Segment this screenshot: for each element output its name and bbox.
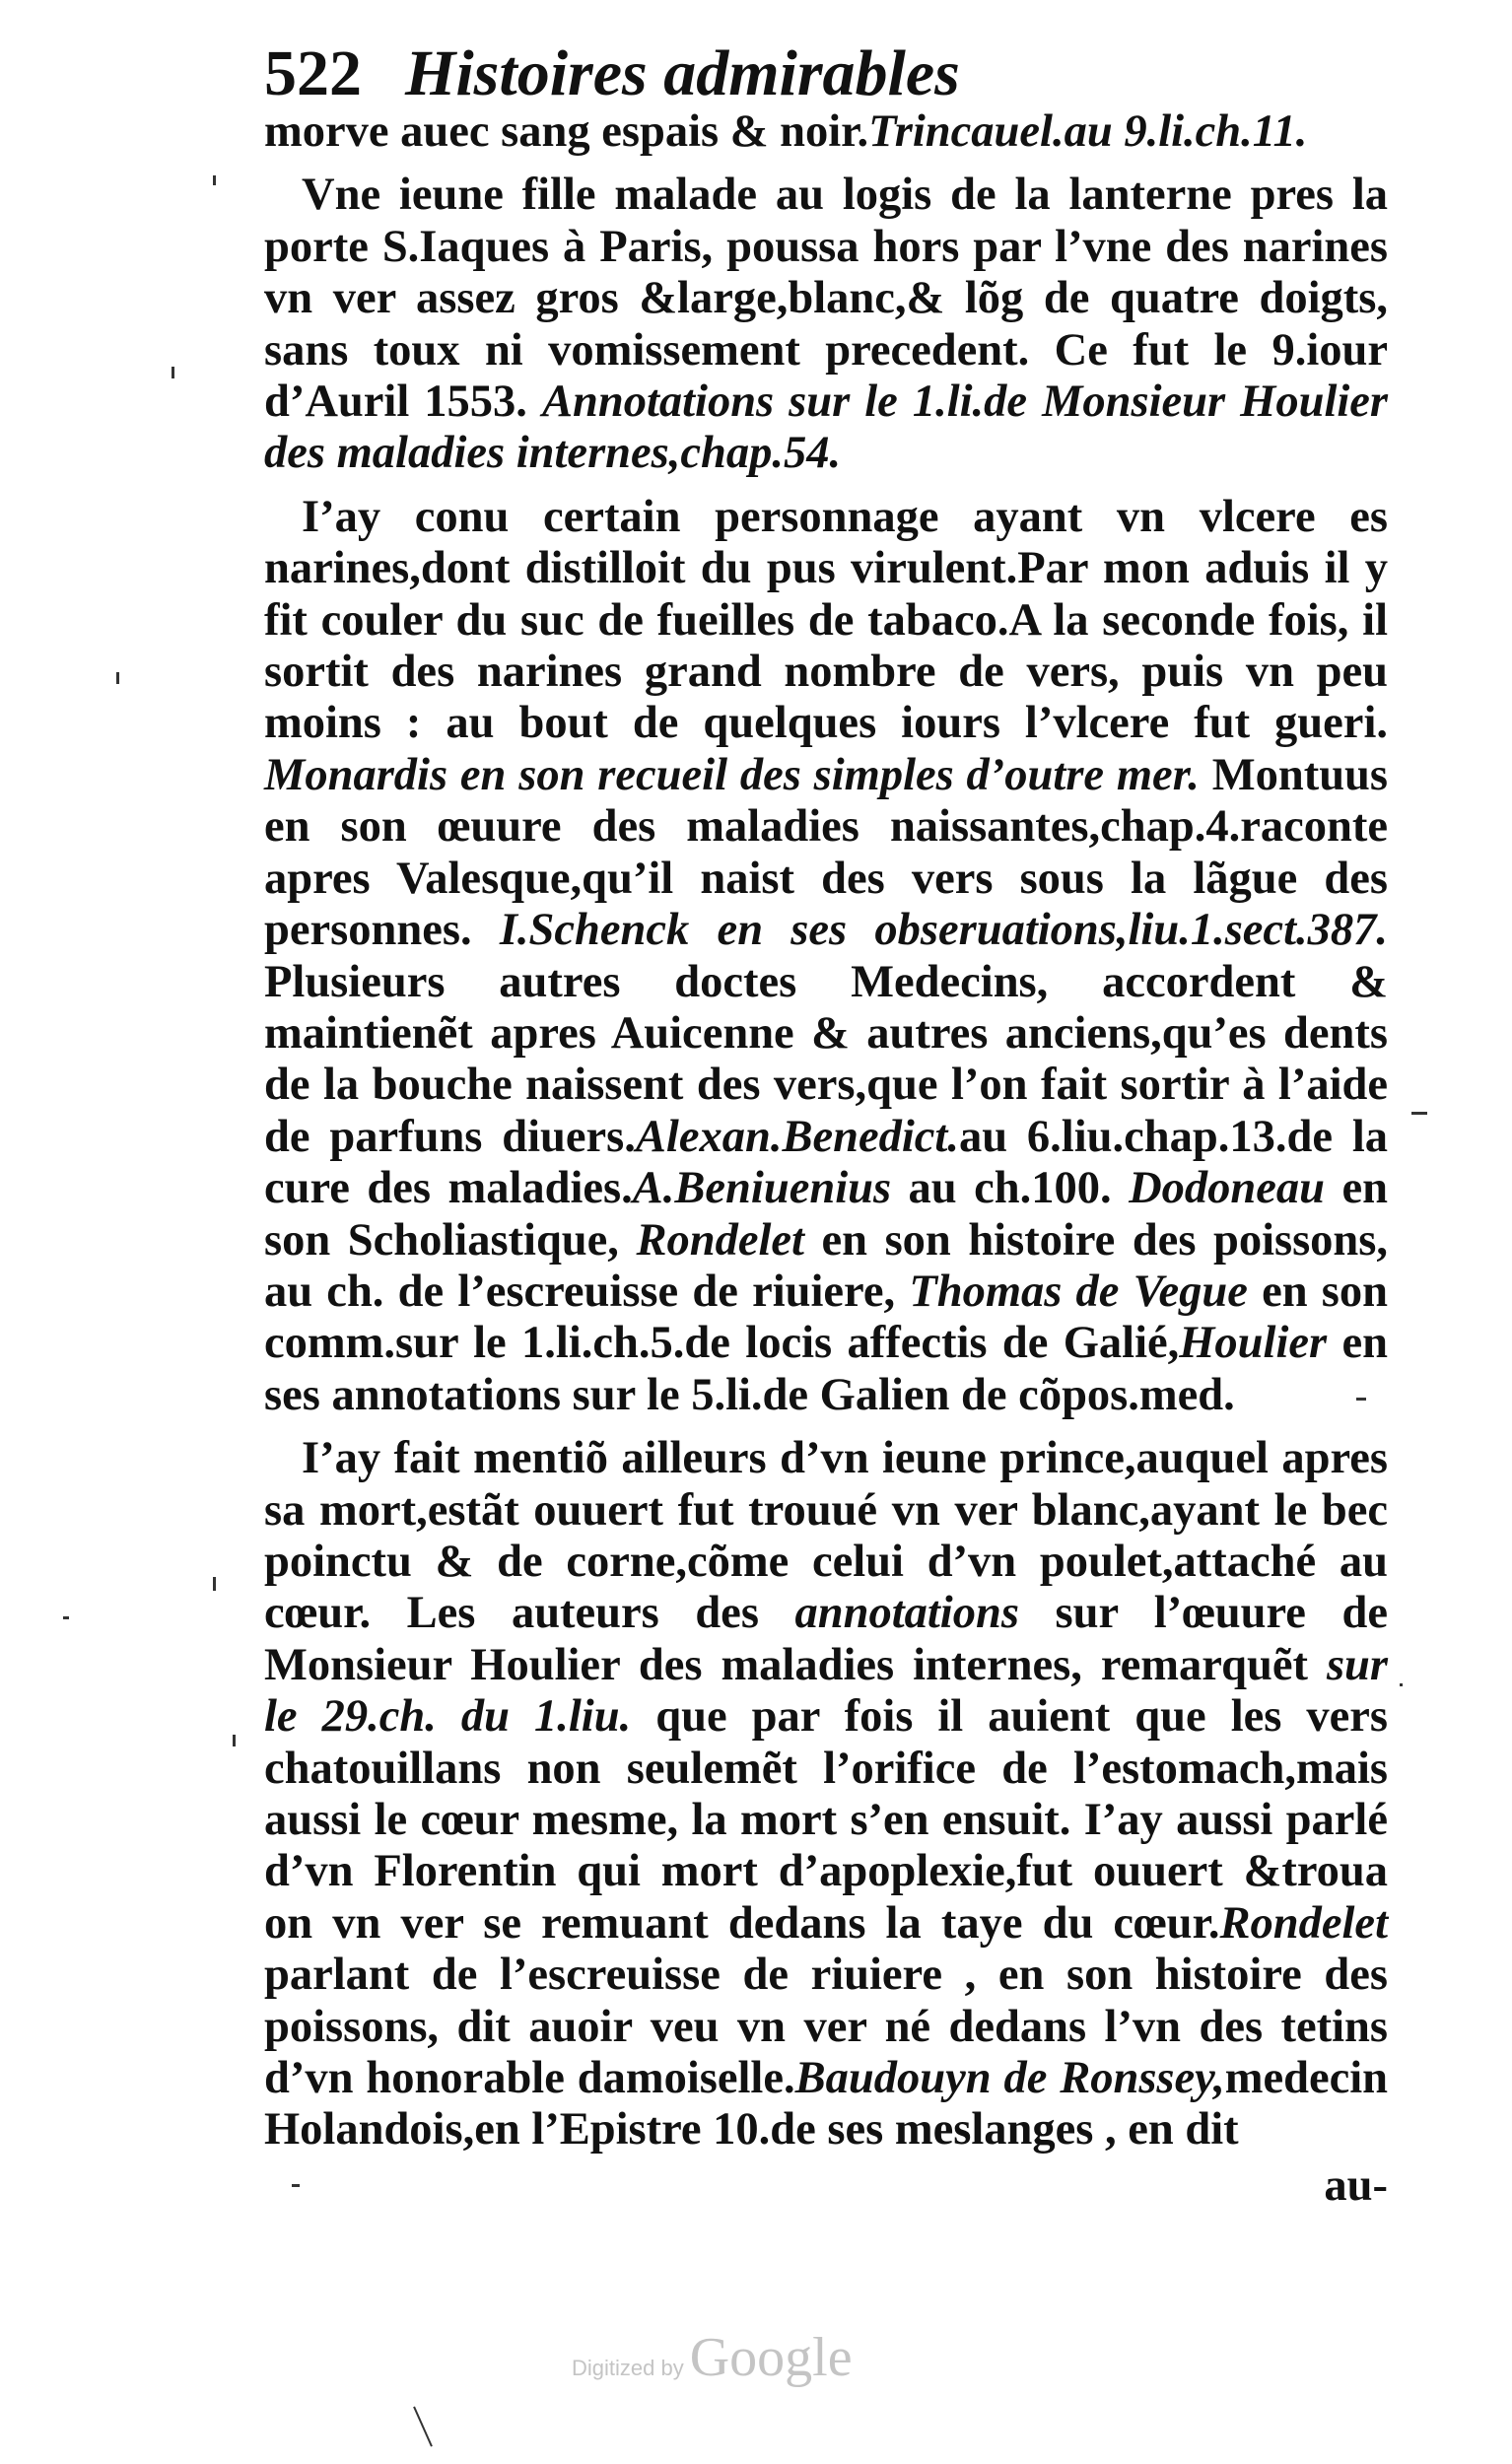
paragraph-3 <box>264 492 1388 1421</box>
ink-speck <box>116 672 119 684</box>
page-number: 522 <box>264 37 362 109</box>
text-run: I’ay fait mentiõ ailleurs d’vn ieune prince,auquel apres sa mort,estãt ouuert fut trouué vn ver blanc,ayant le bec poinctu & de corne,cõme celui d’vn poulet,attaché au cœur. Les auteurs des <box>264 1433 1388 1639</box>
ink-speck <box>213 175 216 185</box>
citation: Monardis en son recueil des simples d’outre mer. <box>264 749 1200 800</box>
citation: annotations <box>794 1588 1019 1639</box>
paragraph-4 <box>264 1433 1388 2156</box>
ink-speck <box>172 367 174 378</box>
text-run: en ses annotations sur le 5.li.de Galien de cõpos.med. <box>264 1318 1389 1420</box>
citation: A.Beniuenius <box>632 1163 892 1214</box>
ink-speck <box>413 2406 433 2446</box>
citation: Rondelet <box>1219 1897 1388 1949</box>
paragraph-1 <box>264 106 1388 158</box>
watermark-prefix: Digitized by <box>572 2356 684 2380</box>
text-run: en son Scholiastique, <box>264 1163 1389 1266</box>
text-run: medecin Holandois,en l’Epistre 10.de ses meslanges , en dit <box>264 2053 1389 2156</box>
body-text <box>264 106 1388 2156</box>
ink-speck <box>1411 1112 1427 1115</box>
text-run: sur l’œuure de Monsieur Houlier des maladies internes, remarquẽt <box>264 1588 1388 1690</box>
text-run: morve auec sang espais & noir. <box>264 106 869 157</box>
ink-speck <box>292 2184 300 2187</box>
citation: Trincauel.au 9.li.ch.11. <box>868 106 1308 157</box>
text-run: en son histoire des poissons, au ch. de l’escreuisse de riuiere, <box>264 1214 1389 1317</box>
ink-speck <box>233 1735 236 1746</box>
google-logo: Google <box>689 2327 853 2388</box>
citation: Annotations sur le 1.li.de Monsieur Houlier des maladies internes,chap.54. <box>264 376 1389 479</box>
text-run: Plusieurs autres doctes Medecins, accordent & maintienẽt apres Auicenne & autres anciens,qu’es dents de la bouche naissent des vers,que l’on fait sortir à l’aide de parfuns diuers. <box>264 956 1388 1162</box>
citation: sur le 29.ch. du 1.liu. <box>264 1639 1389 1743</box>
ink-speck <box>213 1577 216 1591</box>
running-title: Histoires admirables <box>405 37 960 109</box>
citation: Thomas de Vegue <box>909 1266 1248 1317</box>
text-run: en son comm.sur le 1.li.ch.5.de locis affectis de Galié, <box>264 1266 1389 1369</box>
citation: Baudouyn de Ronssey, <box>794 2053 1225 2104</box>
text-run: I’ay conu certain personnage ayant vn vlcere es narines,dont distilloit du pus virulent.Par mon aduis il y fit couler du suc de fueilles de tabaco.A la seconde fois, il sortit des narines grand nombre de vers, puis vn peu moins : au bout de quelques iours l’vlcere fut gueri. <box>264 491 1388 749</box>
citation: Alexan.Benedict. <box>635 1111 959 1162</box>
text-run: Montuus en son œuure des maladies naissantes,chap.4.raconte apres Valesque,qu’il naist des vers sous la lãgue des personnes. <box>264 749 1389 956</box>
citation: Houlier <box>1179 1318 1328 1369</box>
page-header <box>264 39 1388 108</box>
text-run: Vne ieune fille malade au logis de la lanterne pres la porte S.Iaques à Paris, poussa hors par l’vne des narines vn ver assez gros &large,blanc,& lõg de quatre doigts, sans toux ni vomissement precedent. Ce fut le 9.iour d’Auril 1553. <box>264 170 1388 428</box>
ink-speck <box>63 1616 69 1619</box>
citation: Rondelet <box>636 1214 804 1266</box>
text-run: que par fois il auient que les vers chatouillans non seulemẽt l’orifice de l’estomach,mais aussi le cœur mesme, la mort s’en ensuit. I’ay aussi parlé d’vn Florentin qui mort d’apoplexie,fut ouuert &troua on vn ver se remuant dedans la taye du cœur. <box>264 1691 1389 1949</box>
citation: I.Schenck en ses obseruations,liu.1.sect.387. <box>499 905 1388 956</box>
digitized-watermark <box>572 2326 946 2405</box>
text-run: au ch.100. <box>908 1163 1112 1214</box>
text-run: au 6.liu.chap.13.de la cure des maladies. <box>264 1111 1388 1214</box>
paragraph-2 <box>264 170 1388 479</box>
ink-speck <box>1356 1398 1366 1401</box>
catchword: au- <box>1324 2160 1388 2211</box>
text-run: parlant de l’escreuisse de riuiere , en son histoire des poissons, dit auoir veu vn ver né dedans l’vn des tetins d’vn honorable damoiselle. <box>264 1950 1388 2104</box>
citation: Dodoneau <box>1129 1163 1326 1214</box>
ink-speck <box>1400 1683 1403 1686</box>
